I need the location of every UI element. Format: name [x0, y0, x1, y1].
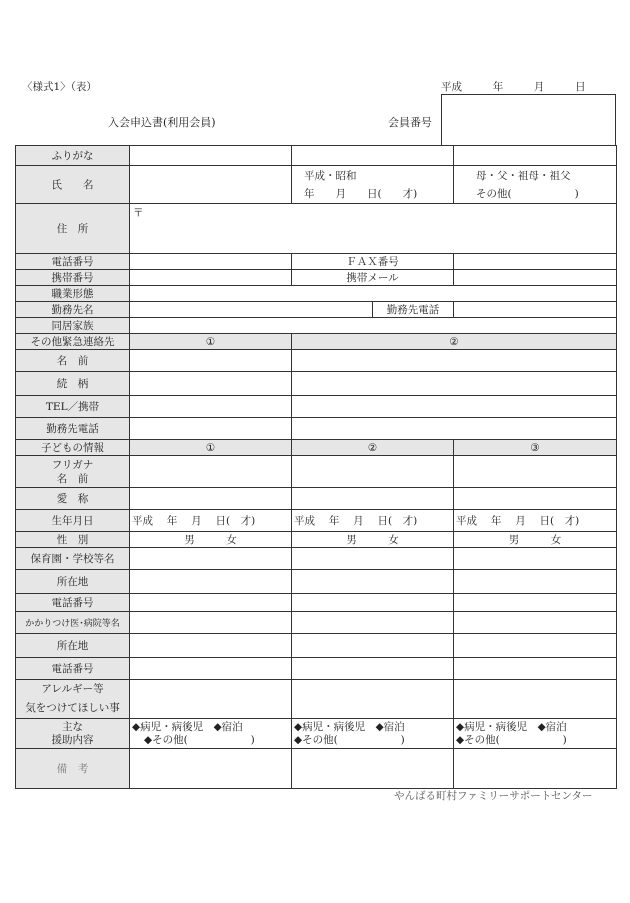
label-work-phone: 勤務先電話: [373, 302, 454, 318]
address-field[interactable]: [130, 204, 617, 254]
child-phone2-2[interactable]: [292, 658, 454, 680]
child-location-1[interactable]: [130, 570, 292, 594]
label-phone: 電話番号: [16, 254, 130, 270]
child-birthday-2[interactable]: 平成 年 月 日( 才): [292, 510, 454, 532]
label-furigana: ふりがな: [16, 146, 130, 166]
relation-other: その他( ): [476, 187, 579, 200]
label-child-birthday: 生年月日: [16, 510, 130, 532]
member-number-label: 会員番号: [388, 116, 432, 129]
child-support-3[interactable]: [454, 719, 617, 749]
relation-top[interactable]: [454, 146, 617, 166]
emergency-name-2[interactable]: [292, 350, 617, 372]
child-sex-1[interactable]: 男 女: [130, 532, 292, 548]
label-emergency-relation: 続 柄: [16, 372, 130, 396]
date-year: 年: [492, 81, 504, 93]
application-form-table: [15, 145, 617, 789]
child-allergy-2[interactable]: [292, 680, 454, 719]
fax-field[interactable]: [454, 254, 617, 270]
label-name: 氏 名: [16, 166, 130, 204]
label-emergency-name: 名 前: [16, 350, 130, 372]
household-field[interactable]: [130, 318, 617, 334]
child-col-3: ③: [454, 440, 617, 456]
label-child-furigana: フリガナ: [51, 458, 94, 471]
child-sex-2[interactable]: 男 女: [292, 532, 454, 548]
label-emergency-tel: TEL／携帯: [16, 396, 130, 418]
label-mobile: 携帯番号: [16, 270, 130, 286]
child-school-2[interactable]: [292, 548, 454, 570]
label-child-school: 保育園・学校等名: [16, 548, 130, 570]
label-emergency-work-phone: 勤務先電話: [16, 418, 130, 440]
child-name-2[interactable]: [292, 456, 454, 488]
label-child-allergy: [16, 680, 130, 719]
child-doctor-2[interactable]: [292, 612, 454, 634]
child-birthday-3[interactable]: 平成 年 月 日( 才): [454, 510, 617, 532]
label-allergy-2: 気をつけてほしい事: [25, 702, 120, 714]
child-nickname-2[interactable]: [292, 488, 454, 510]
label-support-1: 主な: [62, 720, 83, 733]
child-phone-2[interactable]: [292, 594, 454, 612]
emergency-work-phone-1[interactable]: [130, 418, 292, 440]
mobile-mail-field[interactable]: [454, 270, 617, 286]
date-line: [441, 79, 586, 94]
child-school-1[interactable]: [130, 548, 292, 570]
child-name-3[interactable]: [454, 456, 617, 488]
footer-org: やんばる町村ファミリーサポートセンター: [394, 790, 593, 802]
child-phone-1[interactable]: [130, 594, 292, 612]
notes-1[interactable]: [130, 749, 292, 789]
label-emergency: その他緊急連絡先: [16, 334, 130, 350]
form-code: 〈様式1〉（表）: [22, 81, 97, 93]
emergency-tel-2[interactable]: [292, 396, 617, 418]
notes-3[interactable]: [454, 749, 617, 789]
child-location2-1[interactable]: [130, 634, 292, 658]
birth-field[interactable]: [292, 166, 454, 204]
label-address: 住 所: [16, 204, 130, 254]
label-mobile-mail: 携帯メール: [292, 270, 454, 286]
support-other-3: ◆その他( ): [456, 733, 567, 746]
child-name-1[interactable]: [130, 456, 292, 488]
child-school-3[interactable]: [454, 548, 617, 570]
label-child-name-text: 名 前: [56, 472, 89, 485]
label-children: 子どもの情報: [16, 440, 130, 456]
member-number-field[interactable]: [441, 94, 616, 146]
emergency-name-1[interactable]: [130, 350, 292, 372]
child-allergy-1[interactable]: [130, 680, 292, 719]
relation-field[interactable]: [454, 166, 617, 204]
label-allergy-1: アレルギー等: [41, 683, 104, 695]
child-nickname-3[interactable]: [454, 488, 617, 510]
label-child-location: 所在地: [16, 570, 130, 594]
child-location-2[interactable]: [292, 570, 454, 594]
emergency-relation-2[interactable]: [292, 372, 617, 396]
job-type-field[interactable]: [130, 286, 617, 302]
label-workplace: 勤務先名: [16, 302, 130, 318]
emergency-col-2: ②: [292, 334, 617, 350]
child-col-2: ②: [292, 440, 454, 456]
support-options-1: ◆病児・病後児 ◆宿泊: [132, 720, 243, 733]
emergency-work-phone-2[interactable]: [292, 418, 617, 440]
label-child-name: [16, 456, 130, 488]
label-child-sex: 性 別: [16, 532, 130, 548]
support-options-2: ◆病児・病後児 ◆宿泊: [294, 720, 405, 733]
label-child-support: [16, 719, 130, 749]
child-doctor-1[interactable]: [130, 612, 292, 634]
label-child-nickname: 愛 称: [16, 488, 130, 510]
birth-era: 平成・昭和: [304, 169, 357, 182]
work-phone-field[interactable]: [454, 302, 617, 318]
support-other-1: ◆その他( ): [144, 733, 255, 746]
child-allergy-3[interactable]: [454, 680, 617, 719]
form-title: 入会申込書(利用会員): [108, 116, 216, 129]
child-location2-3[interactable]: [454, 634, 617, 658]
emergency-tel-1[interactable]: [130, 396, 292, 418]
notes-2[interactable]: [292, 749, 454, 789]
label-child-phone: 電話番号: [16, 594, 130, 612]
child-support-1[interactable]: [130, 719, 292, 749]
child-phone2-3[interactable]: [454, 658, 617, 680]
workplace-field[interactable]: [130, 302, 373, 318]
label-support-2: 援助内容: [51, 733, 94, 746]
furigana-field-2[interactable]: [292, 146, 454, 166]
emergency-col-1: ①: [130, 334, 292, 350]
date-era: 平成: [441, 81, 462, 93]
postal-mark: 〒: [133, 207, 144, 219]
child-support-2[interactable]: [292, 719, 454, 749]
child-col-1: ①: [130, 440, 292, 456]
child-sex-3[interactable]: 男 女: [454, 532, 617, 548]
mobile-field[interactable]: [130, 270, 292, 286]
relation-options: 母・父・祖母・祖父: [476, 169, 571, 182]
label-child-doctor: かかりつけ医･病院等名: [16, 612, 130, 634]
label-fax: ＦＡＸ番号: [292, 254, 454, 270]
child-location-3[interactable]: [454, 570, 617, 594]
support-options-3: ◆病児・病後児 ◆宿泊: [456, 720, 567, 733]
label-child-phone2: 電話番号: [16, 658, 130, 680]
emergency-relation-1[interactable]: [130, 372, 292, 396]
child-birthday-1[interactable]: 平成 年 月 日( 才): [130, 510, 292, 532]
furigana-field[interactable]: [130, 146, 292, 166]
child-doctor-3[interactable]: [454, 612, 617, 634]
child-nickname-1[interactable]: [130, 488, 292, 510]
child-phone-3[interactable]: [454, 594, 617, 612]
label-child-location2: 所在地: [16, 634, 130, 658]
child-phone2-1[interactable]: [130, 658, 292, 680]
label-household: 同居家族: [16, 318, 130, 334]
birth-date: 年 月 日( 才): [304, 187, 418, 200]
label-notes: 備 考: [16, 749, 130, 789]
label-job-type: 職業形態: [16, 286, 130, 302]
date-day: 日: [575, 81, 586, 93]
phone-field[interactable]: [130, 254, 292, 270]
date-month: 月: [533, 81, 545, 93]
child-location2-2[interactable]: [292, 634, 454, 658]
name-field[interactable]: [130, 166, 292, 204]
support-other-2: ◆その他( ): [294, 733, 405, 746]
